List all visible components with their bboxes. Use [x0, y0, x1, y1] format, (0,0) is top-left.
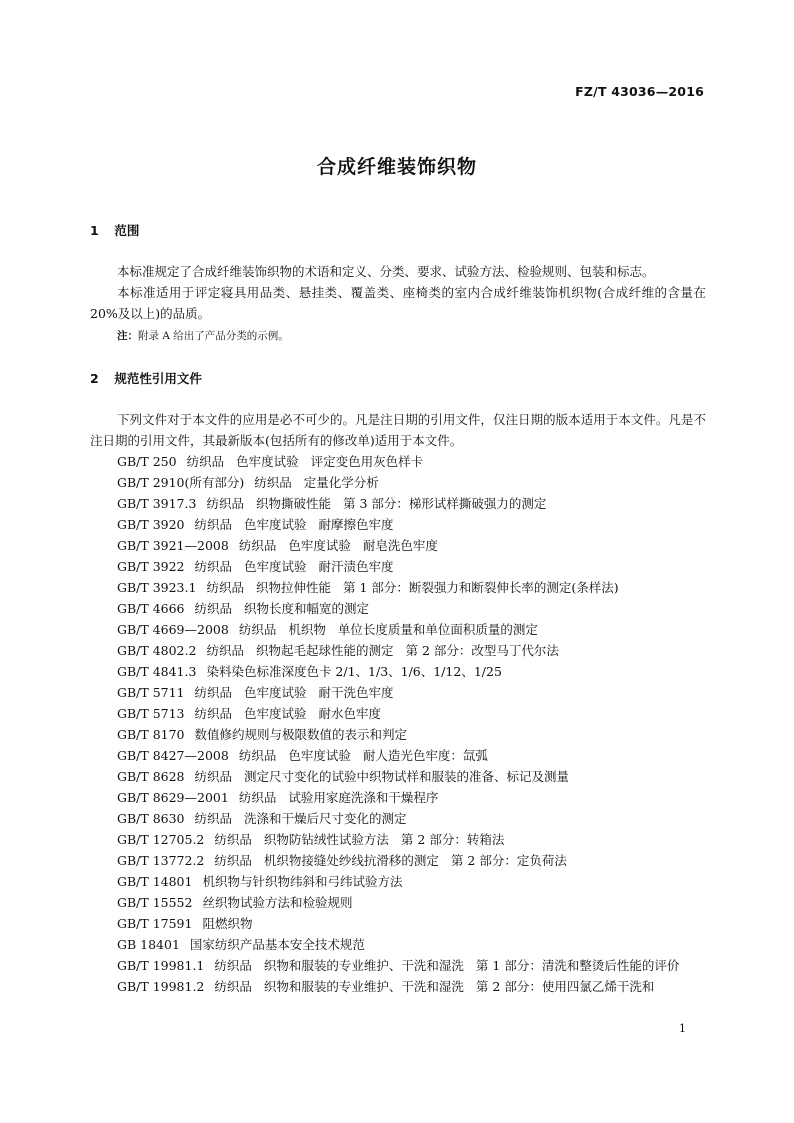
- reference-item: [90, 535, 706, 556]
- reference-title-part: 纺织品: [194, 685, 233, 700]
- reference-item: [90, 850, 706, 871]
- reference-code: GB/T 4666: [117, 601, 185, 616]
- reference-title-part: 定量化学分析: [303, 475, 379, 490]
- reference-item: [90, 955, 706, 976]
- reference-title-part: 色牢度试验: [244, 685, 307, 700]
- reference-title-part: 耐人造光色牢度：氙弧: [362, 748, 488, 763]
- reference-list: [90, 451, 706, 997]
- reference-title-part: 纺织品: [214, 958, 252, 973]
- reference-code: GB/T 250: [117, 454, 177, 469]
- reference-title-part: 色牢度试验: [288, 748, 351, 763]
- reference-code: GB/T 5711: [117, 685, 185, 700]
- reference-code: GB/T 19981.1: [117, 958, 205, 973]
- scope-paragraph-2: 本标准适用于评定寝具用品类、悬挂类、覆盖类、座椅类的室内合成纤维装饰机织物(合成纤维的含量在 20%及以上)的品质。: [90, 285, 706, 321]
- scope-paragraph-1: 本标准规定了合成纤维装饰织物的术语和定义、分类、要求、试验方法、检验规则、包装和标志。: [117, 264, 655, 279]
- reference-item: [90, 829, 706, 850]
- reference-title-part: 第 1 部分：断裂强力和断裂伸长率的测定(条样法): [342, 580, 619, 595]
- reference-title-part: 纺织品: [214, 979, 252, 994]
- standard-number: FZ/T 43036—2016: [575, 84, 704, 99]
- reference-code: GB/T 12705.2: [117, 832, 205, 847]
- reference-title-part: 织物和服装的专业维护、干洗和湿洗: [263, 958, 464, 973]
- reference-title-part: 丝织物试验方法和检验规则: [202, 895, 353, 910]
- reference-title-part: 纺织品: [194, 601, 233, 616]
- reference-title-part: 测定尺寸变化的试验中织物试样和服装的准备、标记及测量: [244, 769, 570, 784]
- reference-item: [90, 766, 706, 787]
- reference-title-part: 数值修约规则与极限数值的表示和判定: [194, 727, 408, 742]
- reference-title-part: 机织物: [288, 622, 326, 637]
- reference-item: [90, 808, 706, 829]
- reference-item: [90, 514, 706, 535]
- note-text: 附录 A 给出了产品分类的示例。: [138, 330, 289, 342]
- reference-code: GB/T 3917.3: [117, 496, 197, 511]
- reference-title-part: 纺织品: [206, 496, 244, 511]
- reference-title-part: 第 2 部分：改型马丁代尔法: [405, 643, 559, 658]
- reference-title-part: 染料染色标准深度色卡 2/1、1/3、1/6、1/12、1/25: [206, 664, 502, 679]
- reference-title-part: 评定变色用灰色样卡: [310, 454, 424, 469]
- reference-title-part: 纺织品: [206, 643, 244, 658]
- reference-title-part: 第 3 部分：梯形试样撕破强力的测定: [342, 496, 547, 511]
- reference-title-part: 纺织品: [254, 475, 292, 490]
- reference-title-part: 耐水色牢度: [318, 706, 382, 721]
- reference-code: GB/T 3920: [117, 517, 185, 532]
- reference-code: GB/T 5713: [117, 706, 185, 721]
- reference-title-part: 色牢度试验: [244, 559, 307, 574]
- scope-note: [117, 328, 289, 343]
- section-1-number: 1: [90, 223, 99, 238]
- reference-title-part: 纺织品: [194, 517, 233, 532]
- reference-item: [90, 682, 706, 703]
- section-2-heading: [90, 369, 202, 387]
- references-intro: 下列文件对于本文件的应用是必不可少的。凡是注日期的引用文件，仅注日期的版本适用于本文件。凡是不注日期的引用文件，其最新版本(包括所有的修改单)适用于本文件。: [90, 412, 706, 448]
- reference-code: GB/T 3921—2008: [117, 538, 229, 553]
- reference-title-part: 纺织品: [206, 580, 244, 595]
- reference-title-part: 纺织品: [238, 622, 277, 637]
- reference-item: [90, 451, 706, 472]
- reference-title-part: 纺织品: [238, 748, 277, 763]
- reference-title-part: 洗涤和干燥后尺寸变化的测定: [244, 811, 407, 826]
- section-2-title: 规范性引用文件: [114, 371, 202, 386]
- reference-code: GB/T 4802.2: [117, 643, 197, 658]
- reference-item: [90, 598, 706, 619]
- reference-title-part: 国家纺织产品基本安全技术规范: [189, 937, 365, 952]
- reference-title-part: 织物拉伸性能: [255, 580, 331, 595]
- reference-code: GB/T 4841.3: [117, 664, 197, 679]
- reference-title-part: 纺织品: [214, 832, 252, 847]
- page-number: 1: [679, 1022, 686, 1035]
- reference-title-part: 织物防钻绒性试验方法: [263, 832, 389, 847]
- reference-title-part: 耐皂洗色牢度: [362, 538, 438, 553]
- reference-item: [90, 556, 706, 577]
- document-title: 合成纤维装饰织物: [316, 156, 477, 178]
- reference-title-part: 第 2 部分：使用四氯乙烯干洗和: [475, 979, 655, 994]
- section-2-number: 2: [90, 371, 99, 386]
- reference-title-part: 机织物接缝处纱线抗滑移的测定: [263, 853, 439, 868]
- reference-code: GB/T 3922: [117, 559, 185, 574]
- reference-item: [90, 913, 706, 934]
- reference-title-part: 纺织品: [194, 769, 233, 784]
- reference-title-part: 纺织品: [194, 559, 233, 574]
- reference-title-part: 纺织品: [194, 706, 233, 721]
- reference-title-part: 第 2 部分：定负荷法: [450, 853, 567, 868]
- reference-code: GB/T 19981.2: [117, 979, 205, 994]
- reference-code: GB/T 4669—2008: [117, 622, 229, 637]
- reference-title-part: 纺织品: [186, 454, 225, 469]
- reference-item: [90, 703, 706, 724]
- reference-code: GB/T 2910(所有部分): [117, 475, 245, 490]
- reference-item: [90, 787, 706, 808]
- note-label: 注：: [117, 330, 138, 342]
- reference-code: GB/T 8628: [117, 769, 185, 784]
- reference-title-part: 单位长度质量和单位面积质量的测定: [337, 622, 538, 637]
- reference-title-part: 阻燃织物: [202, 916, 253, 931]
- reference-item: [90, 976, 706, 997]
- reference-title-part: 织物和服装的专业维护、干洗和湿洗: [263, 979, 464, 994]
- reference-title-part: 色牢度试验: [236, 454, 299, 469]
- reference-title-part: 织物撕破性能: [255, 496, 331, 511]
- reference-item: [90, 577, 706, 598]
- reference-item: [90, 619, 706, 640]
- reference-item: [90, 472, 706, 493]
- reference-code: GB/T 14801: [117, 874, 193, 889]
- reference-item: [90, 745, 706, 766]
- reference-code: GB 18401: [117, 937, 180, 952]
- reference-item: [90, 934, 706, 955]
- reference-code: GB/T 3923.1: [117, 580, 197, 595]
- reference-title-part: 耐摩擦色牢度: [318, 517, 394, 532]
- reference-item: [90, 640, 706, 661]
- reference-code: GB/T 17591: [117, 916, 193, 931]
- reference-code: GB/T 8170: [117, 727, 185, 742]
- reference-item: [90, 661, 706, 682]
- reference-title-part: 耐干洗色牢度: [318, 685, 394, 700]
- reference-title-part: 第 2 部分：转箱法: [400, 832, 505, 847]
- reference-title-part: 纺织品: [238, 790, 277, 805]
- reference-title-part: 纺织品: [214, 853, 252, 868]
- reference-code: GB/T 15552: [117, 895, 193, 910]
- reference-item: [90, 493, 706, 514]
- reference-item: [90, 892, 706, 913]
- reference-title-part: 纺织品: [194, 811, 233, 826]
- reference-title-part: 织物起毛起球性能的测定: [255, 643, 394, 658]
- reference-item: [90, 871, 706, 892]
- reference-item: [90, 724, 706, 745]
- reference-code: GB/T 8427—2008: [117, 748, 229, 763]
- reference-title-part: 耐汗渍色牢度: [318, 559, 394, 574]
- reference-title-part: 机织物与针织物纬斜和弓纬试验方法: [202, 874, 403, 889]
- reference-title-part: 试验用家庭洗涤和干燥程序: [288, 790, 439, 805]
- reference-title-part: 织物长度和幅宽的测定: [244, 601, 370, 616]
- reference-title-part: 色牢度试验: [288, 538, 351, 553]
- reference-title-part: 色牢度试验: [244, 706, 307, 721]
- reference-code: GB/T 13772.2: [117, 853, 205, 868]
- reference-title-part: 纺织品: [238, 538, 277, 553]
- reference-code: GB/T 8630: [117, 811, 185, 826]
- reference-title-part: 第 1 部分：清洗和整烫后性能的评价: [475, 958, 680, 973]
- reference-code: GB/T 8629—2001: [117, 790, 229, 805]
- section-1-heading: [90, 221, 139, 239]
- section-1-title: 范围: [114, 223, 140, 238]
- reference-title-part: 色牢度试验: [244, 517, 307, 532]
